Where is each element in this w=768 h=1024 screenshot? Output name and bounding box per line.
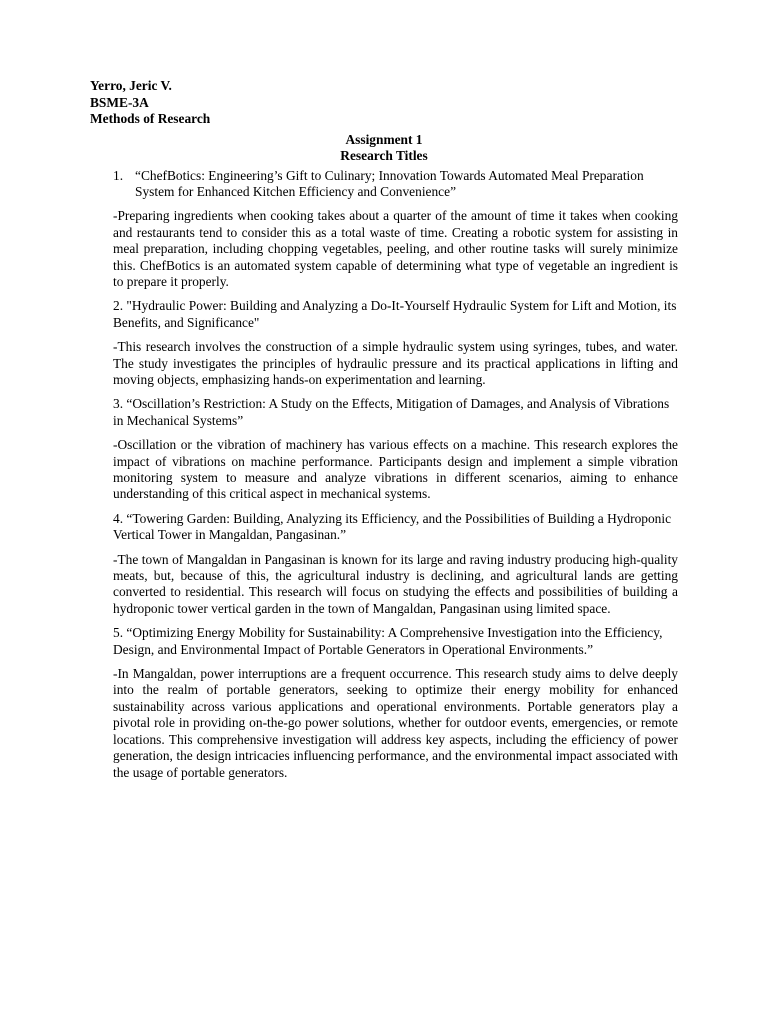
research-item-description: -This research involves the construction of a simple hydraulic system using syringes, tubes, and water. The study investigates the principles of hydraulic pressure and its practical applications in lifting and moving objects, emphasizing hands-on experimentation and learning. [113, 339, 678, 387]
student-section: BSME-3A [90, 94, 149, 110]
list-number: 1. [113, 167, 124, 183]
research-item [113, 625, 678, 781]
research-item-title: 5. “Optimizing Energy Mobility for Sustainability: A Comprehensive Investigation into the Efficiency, Design, and Environmental Impact of Portable Generators in Operational Environments.” [113, 625, 663, 657]
research-item [113, 168, 678, 291]
research-titles-list [90, 168, 678, 781]
research-item-description: -Preparing ingredients when cooking takes about a quarter of the amount of time it takes when cooking and restaurants tend to consider this as a total waste of time. Creating a robotic system for assisting in meal preparation, including chopping vegetables, peeling, and other routine tasks will surely minimize this. ChefBotics is an automated system capable of determining what type of vegetable an ingredient is to prepare it properly. [113, 208, 678, 289]
course-name: Methods of Research [90, 111, 211, 126]
assignment-title: Assignment 1 [345, 131, 423, 147]
research-item-title: 4. “Towering Garden: Building, Analyzing its Efficiency, and the Possibilities of Building a Hydroponic Vertical Tower in Mangaldan, Pangasinan.” [113, 510, 672, 543]
research-item [113, 396, 678, 502]
research-title-text: “ChefBotics: Engineering’s Gift to Culinary; Innovation Towards Automated Meal Preparation System for Enhanced Kitchen Efficiency and Convenience” [135, 167, 644, 199]
research-item-title: 3. “Oscillation’s Restriction: A Study on the Effects, Mitigation of Damages, and Analysis of Vibrations in Mechanical Systems” [113, 396, 670, 428]
research-item-description: -In Mangaldan, power interruptions are a frequent occurrence. This research study aims to delve deeply into the realm of portable generators, seeking to optimize their energy mobility for enhanced sustainability across various applications and operational environments. Portable generators play a pivotal role in providing on-the-go power solutions, whether for outdoor events, emergencies, or remote locations. This comprehensive investigation will address key aspects, including the efficiency of power generation, the design intricacies influencing performance, and the environmental impact associated with the usage of portable generators. [113, 666, 678, 780]
student-header [90, 78, 678, 128]
research-item [113, 511, 678, 617]
research-item-title: 2. "Hydraulic Power: Building and Analyzing a Do-It-Yourself Hydraulic System for Lift and Motion, its Benefits, and Significance" [113, 298, 677, 330]
assignment-subtitle: Research Titles [340, 148, 428, 163]
research-item-title [113, 168, 678, 201]
student-name: Yerro, Jeric V. [90, 78, 172, 93]
research-item-description: -Oscillation or the vibration of machinery has various effects on a machine. This research explores the impact of vibrations on machine performance. Participants design and implement a simple vibration monitoring system to measure and analyze vibrations in different scenarios, aiming to enhance understanding of this critical aspect in mechanical systems. [113, 437, 678, 502]
research-item-description: -The town of Mangaldan in Pangasinan is known for its large and raving industry producing high-quality meats, but, because of this, the agricultural industry is declining, and agricultural lands are getting converted to residential. This research will focus on studying the effects and possibilities of building a hydroponic tower vertical garden in the town of Mangaldan, Pangasinan using limited space. [113, 551, 678, 616]
research-item [113, 298, 678, 388]
assignment-heading [90, 132, 678, 165]
